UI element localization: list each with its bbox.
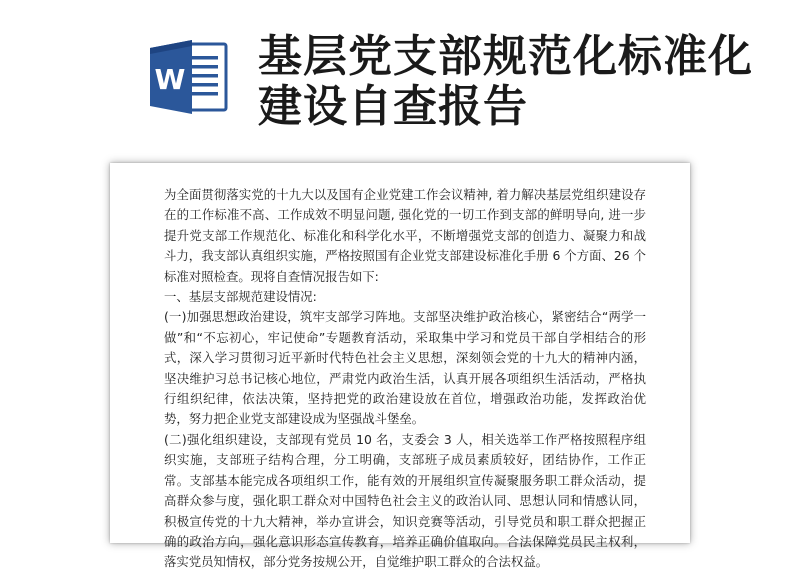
section-heading-1: 一、基层支部规范建设情况:: [164, 289, 317, 305]
document-body: [164, 185, 646, 573]
page-title: 基层党支部规范化标准化建设自查报告: [258, 31, 753, 132]
word-document-icon: [148, 36, 230, 118]
paragraph-item-2: (二)强化组织建设，支部现有党员 10 名，支委会 3 人，相关选举工作严格按照程序组织实施，支部班子结构合理，分工明确，支部班子成员素质较好，团结协作，工作正常。支部基本能完成各项组织工作，能有效的开展组织宣传凝聚服务职工群众活动，提高群众参与度，强化职工群众对中国特色社会主义的政治认同、思想认同和情感认同，积极宣传党的十九大精神，举办宣讲会，知识竞赛等活动，引导党员和职工群众把握正确的政治方向，强化意识形态宣传教育，培养正确价值取向。合法保障党员民主权利，落实党员知情权，部分党务按规公开，自觉维护职工群众的合法权益。: [164, 431, 646, 570]
document-page: [110, 163, 690, 570]
header: [0, 0, 800, 160]
word-icon-letter: W: [154, 63, 186, 96]
paragraph-item-1: (一)加强思想政治建设，筑牢支部学习阵地。支部坚决维护政治核心，紧密结合“两学一做”和“不忘初心，牢记使命”专题教育活动，采取集中学习和党员干部自学相结合的形式，深入学习贯彻习近平新时代特色社会主义思想，深刻领会党的十九大的精神内涵，坚决维护习总书记核心地位，严肃党内政治生活，认真开展各项组织生活活动，严格执行组织纪律，依法决策，坚持把党的政治建设放在首位，增强政治功能，发挥政治优势，努力把企业党支部建设成为坚强战斗堡垒。: [164, 309, 646, 427]
paragraph-intro: 为全面贯彻落实党的十九大以及国有企业党建工作会议精神, 着力解决基层党组织建设存在的工作标准不高、工作成效不明显问题, 强化党的一切工作到支部的鲜明导向, 进一步提升党支部工作规范化、标准化和科学化水平，不断增强党支部的创造力、凝聚力和战斗力，我支部认真组织实施，严格按照国有企业党支部建设标准化手册 6 个方面、26 个标准对照检查。现将自查情况报告如下:: [164, 187, 646, 284]
